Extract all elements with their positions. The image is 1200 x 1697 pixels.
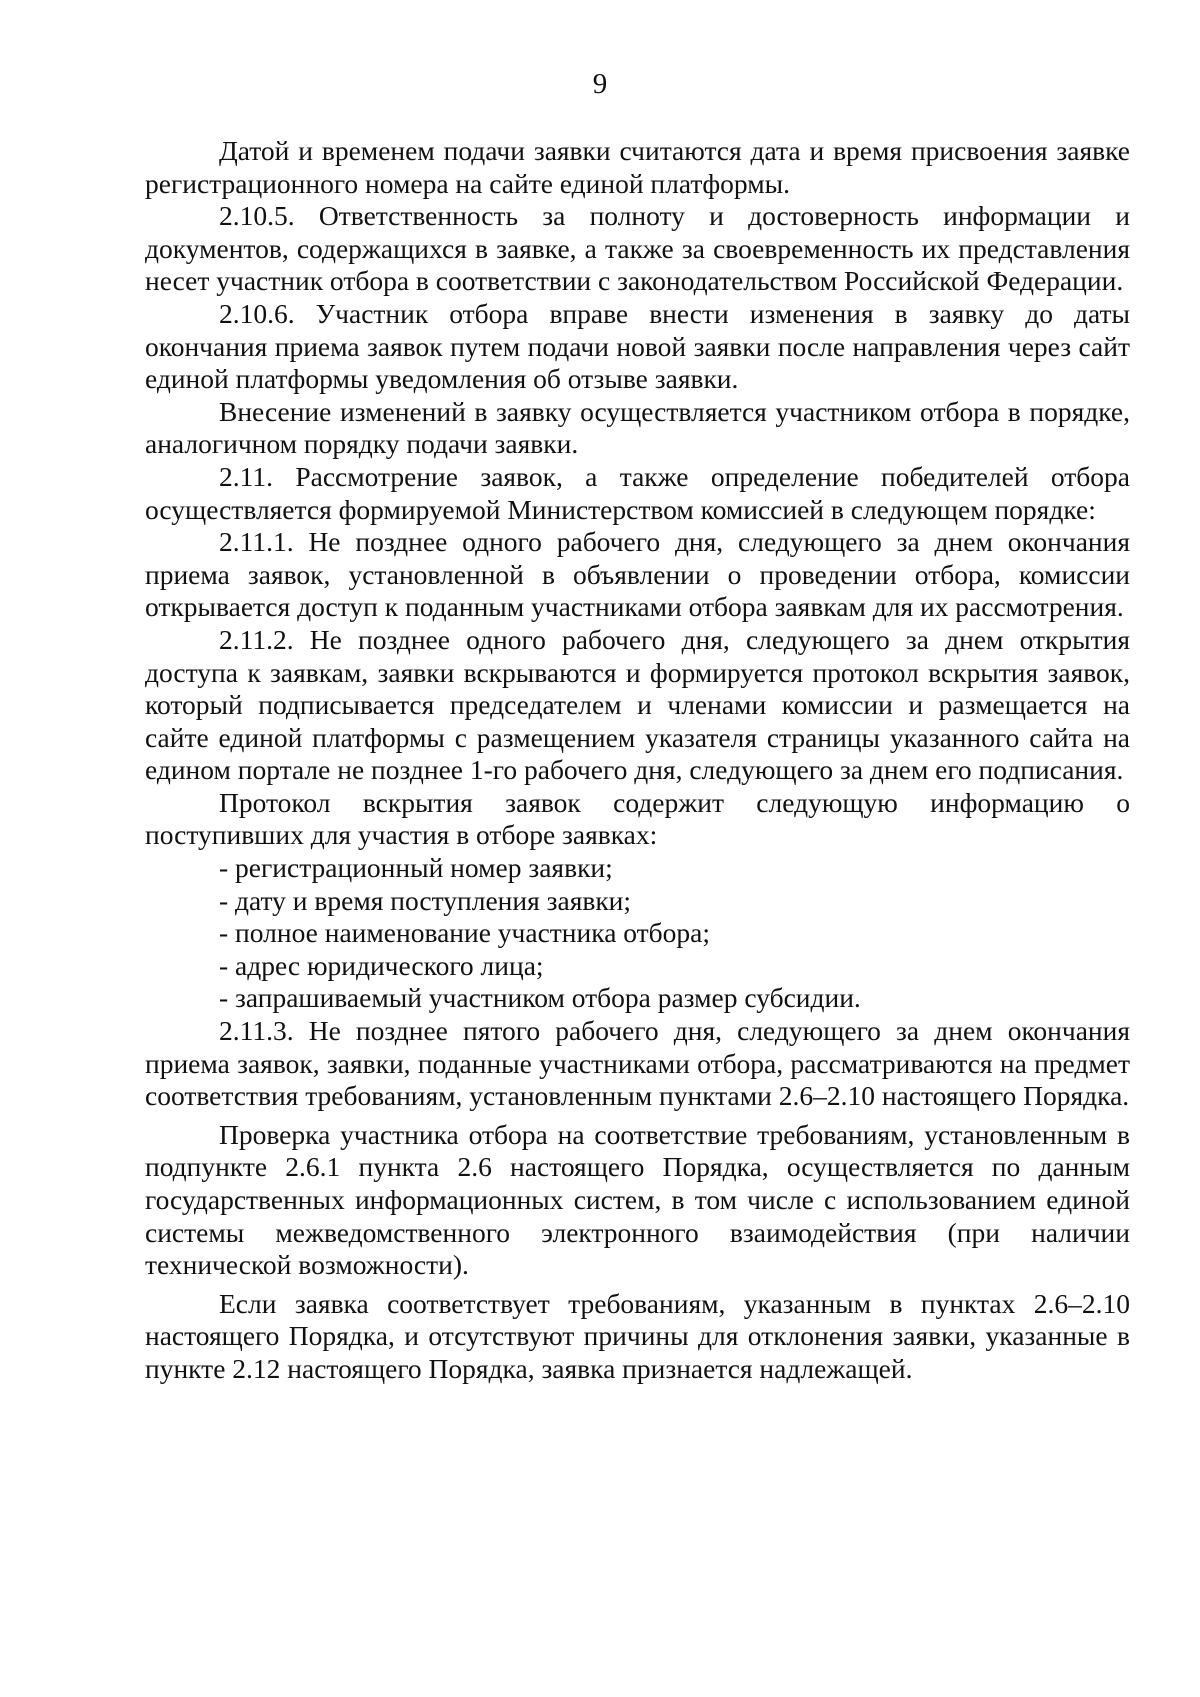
paragraph: 2.11.2. Не позднее одного рабочего дня, следующего за днем открытия доступа к заявкам, заявки вскрываются и формируется протокол вскрытия заявок, который подписывается председателем и членами комиссии и размещается на сайте единой платформы с размещением указателя страницы указанного сайта на едином портале не позднее 1-го рабочего дня, следующего за днем его подписания. [145,623,1130,786]
paragraph: Протокол вскрытия заявок содержит следующую информацию о поступивших для участия в отборе заявках: [145,786,1130,851]
paragraph: 2.10.5. Ответственность за полноту и достоверность информации и документов, содержащихся в заявке, а также за своевременность их представления несет участник отбора в соответствии с законодательством Российской Федерации. [145,200,1130,297]
list-item: - запрашиваемый участником отбора размер субсидии. [219,982,861,1014]
list-item: - полное наименование участника отбора; [219,917,711,949]
paragraph: Датой и временем подачи заявки считаются дата и время присвоения заявке регистрационного номера на сайте единой платформы. [145,135,1130,199]
paragraph: Если заявка соответствует требованиям, указанным в пунктах 2.6–2.10 настоящего Порядка, и отсутствуют причины для отклонения заявки, указанные в пункте 2.12 настоящего Порядка, заявка признается надлежащей. [145,1287,1130,1384]
list-item: - регистрационный номер заявки; [219,852,613,884]
page-number: 9 [592,68,608,100]
list-item: - дату и время поступления заявки; [219,884,632,916]
list-item: - адрес юридического лица; [219,949,544,981]
paragraph: 2.11.1. Не позднее одного рабочего дня, следующего за днем окончания приема заявок, установленной в объявлении о проведении отбора, комиссии открывается доступ к поданным участниками отбора заявкам для их рассмотрения. [145,526,1130,623]
paragraph: 2.10.6. Участник отбора вправе внести изменения в заявку до даты окончания приема заявок путем подачи новой заявки после направления через сайт единой платформы уведомления об отзыве заявки. [145,297,1130,395]
paragraph: Проверка участника отбора на соответствие требованиям, установленным в подпункте 2.6.1 пункта 2.6 настоящего Порядка, осуществляется по данным государственных информационных систем, в том числе с использованием единой системы межведомственного электронного взаимодействия (при наличии технической возможности). [145,1118,1130,1281]
paragraph: 2.11.3. Не позднее пятого рабочего дня, следующего за днем окончания приема заявок, заявки, поданные участниками отбора, рассматриваются на предмет соответствия требованиям, установленным пунктами 2.6–2.10 настоящего Порядка. [145,1015,1130,1112]
document-body [145,135,1130,1386]
paragraph: 2.11. Рассмотрение заявок, а также определение победителей отбора осуществляется формируемой Министерством комиссией в следующем порядке: [145,460,1130,525]
paragraph: Внесение изменений в заявку осуществляется участником отбора в порядке, аналогичном порядку подачи заявки. [145,395,1130,460]
